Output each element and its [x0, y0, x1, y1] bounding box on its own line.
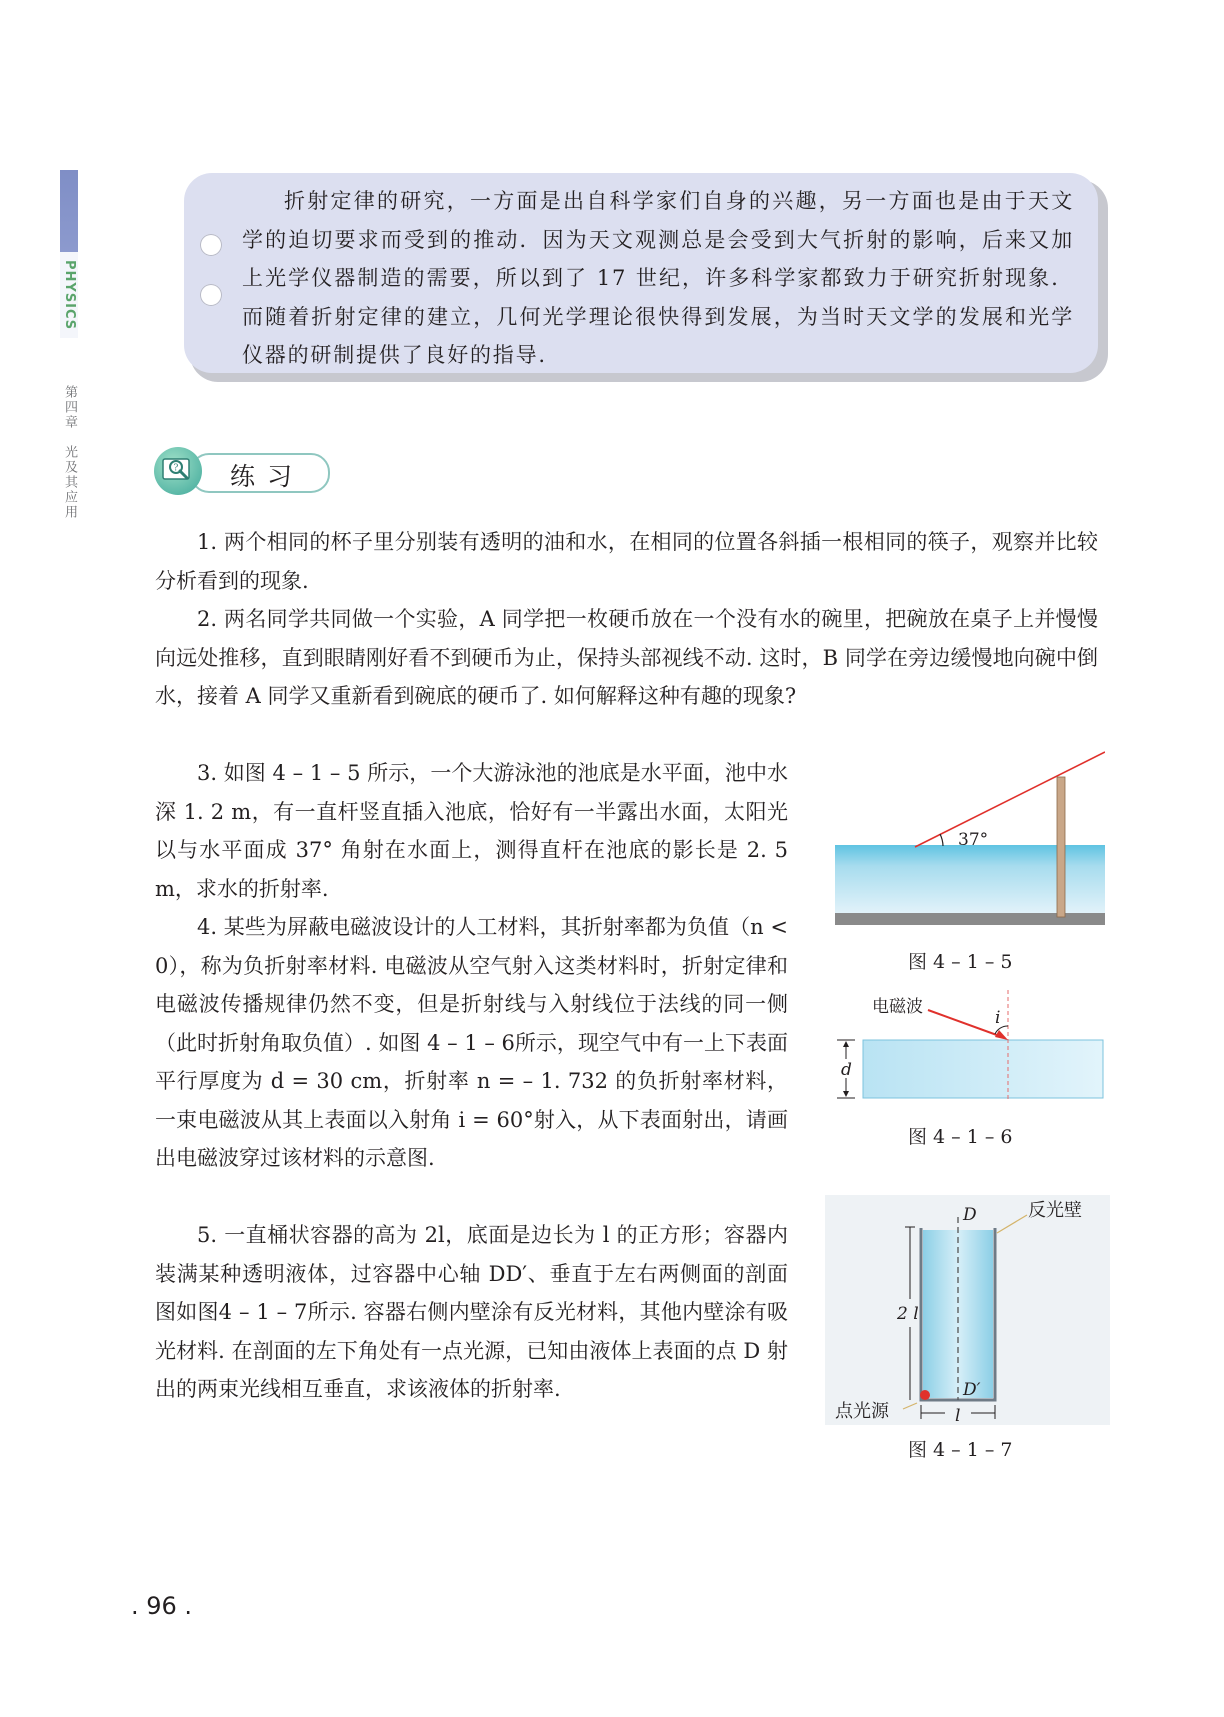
reflect-wall-label: 反光壁 [1028, 1200, 1082, 1221]
note-paragraph: 折射定律的研究，一方面是出自科学家们自身的兴趣，另一方面也是由于天文学的迫切要求而受到的推动．因为天文观测总是会受到大气折射的影响，后来又加上光学仪器制造的需要，所以到了 17 世纪，许多科学家都致力于研究折射现象．而随着折射定律的建立，几何光学理论很快得到发展，为当时天文学的发展和光学仪器的研制提供了良好的指导. [242, 189, 1074, 367]
thickness-arrowhead-down [843, 1091, 849, 1097]
vertical-rod [1057, 777, 1065, 917]
note-ring-icon [200, 284, 222, 306]
exercise-question-1: 1. 两个相同的杯子里分别装有透明的油和水，在相同的位置各斜插一根相同的筷子，观察并比较分析看到的现象. [155, 530, 1098, 593]
exercise-title: 练习 [230, 462, 305, 491]
svg-text:?: ? [173, 463, 179, 474]
magnifier-question-icon [154, 447, 202, 495]
angle-37-label: 37° [958, 830, 989, 850]
wave-label: 电磁波 [872, 997, 923, 1017]
thickness-arrowhead-up [843, 1041, 849, 1047]
figure-container-diagram [825, 1195, 1110, 1425]
angle-arc [940, 834, 943, 846]
figure-caption-4-1-6: 图 4 – 1 – 6 [908, 1126, 1013, 1148]
point-d-prime-label: D′ [963, 1380, 981, 1400]
light-source-label: 点光源 [835, 1401, 889, 1422]
figure-caption-4-1-7: 图 4 – 1 – 7 [908, 1439, 1013, 1461]
material-slab [863, 1040, 1103, 1098]
spine-chapter-label: 第四章 光及其应用 [62, 385, 77, 520]
thickness-label: d [841, 1060, 852, 1080]
figure-caption-4-1-5: 图 4 – 1 – 5 [908, 951, 1013, 973]
incidence-angle-label: i [995, 1008, 1001, 1028]
page-number: . 96 . [131, 1592, 193, 1620]
exercise-question-5: 5. 一直桶状容器的高为 2l，底面是边长为 l 的正方形；容器内装满某种透明液体，过容器中心轴 DD′、垂直于左右两侧面的剖面图如图4 – 1 – 7所示. 容器右侧内壁涂有反光材料，其他内壁涂有吸光材料. 在剖面的左下角处有一点光源，已知由液体上表面的点 D 射出的两束光线相互垂直，求该液体的折射率. [155, 1223, 788, 1401]
incident-wave-line [928, 1010, 1005, 1038]
figure-slab-diagram [825, 990, 1105, 1105]
exercise-question-3: 3. 如图 4 – 1 – 5 所示，一个大游泳池的池底是水平面，池中水深 1. 2 m，有一直杆竖直插入池底，恰好有一半露出水面，太阳光以与水平面成 37° 角射在水面上，测得直杆在池底的影长是 2. 5 m，求水的折射率. [155, 761, 788, 901]
figure-pool-diagram [835, 745, 1105, 925]
note-ring-icon [200, 234, 222, 256]
spine-subject-label: PHYSICS [60, 252, 78, 338]
height-label: 2 l [897, 1304, 919, 1324]
width-label: l [955, 1406, 961, 1425]
exercise-header [154, 447, 328, 495]
sun-ray-line [915, 752, 1105, 847]
exercise-question-2: 2. 两名同学共同做一个实验，A 同学把一枚硬币放在一个没有水的碗里，把碗放在桌子上并慢慢向远处推移，直到眼睛刚好看不到硬币为止，保持头部视线不动. 这时，B 同学在旁边缓慢地向碗中倒水，接着 A 同学又重新看到碗底的硬币了. 如何解释这种有趣的现象? [155, 607, 1098, 708]
point-d-label: D [963, 1205, 977, 1225]
exercise-question-4: 4. 某些为屏蔽电磁波设计的人工材料，其折射率都为负值（n < 0），称为负折射率材料. 电磁波从空气射入这类材料时，折射定律和电磁波传播规律仍然不变，但是折射线与入射线位于法线的同一侧（此时折射角取负值）. 如图 4 – 1 – 6所示，现空气中有一上下表面平行厚度为 d = 30 cm，折射率 n = – 1. 732 的负折射率材料，一束电磁波从其上表面以入射角 i = 60°射入，从下表面射出，请画出电磁波穿过该材料的示意图. [155, 915, 788, 1170]
note-text-block [242, 182, 1074, 375]
point-light-source-dot [920, 1390, 930, 1400]
